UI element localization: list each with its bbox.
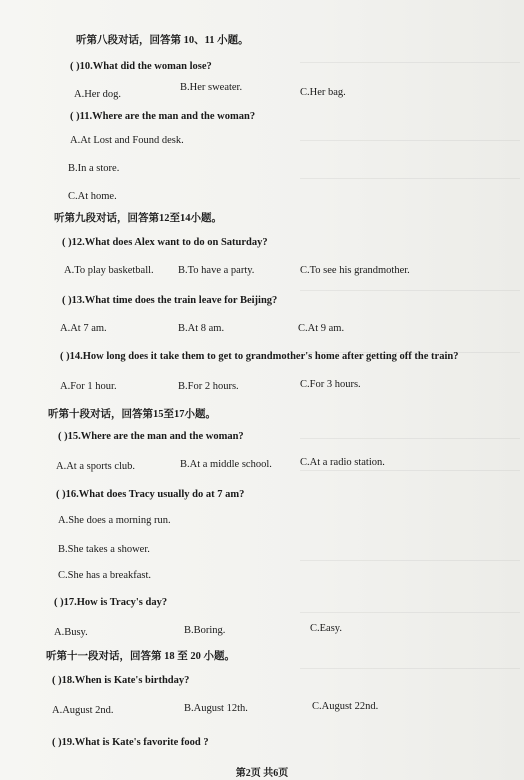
option-11c: C.At home.: [68, 191, 117, 202]
option-15a: A.At a sports club.: [56, 461, 136, 472]
question-15: ( )15.Where are the man and the woman?: [58, 431, 244, 442]
option-16a: A.She does a morning run.: [58, 515, 171, 526]
option-15b: B.At a middle school.: [180, 459, 272, 470]
bleed-line: [300, 438, 520, 439]
option-11a: A.At Lost and Found desk.: [70, 135, 184, 146]
option-18b: B.August 12th.: [184, 703, 248, 714]
bleed-line: [300, 612, 520, 613]
question-12: ( )12.What does Alex want to do on Saturday?: [62, 237, 268, 248]
section-heading: 听第八段对话，回答第 10、11 小题。: [76, 35, 249, 46]
question-11: ( )11.Where are the man and the woman?: [70, 111, 256, 122]
option-17a: A.Busy.: [54, 627, 88, 638]
question-10: ( )10.What did the woman lose?: [70, 61, 212, 72]
option-16b: B.She takes a shower.: [58, 544, 150, 555]
section-heading: 听第十一段对话，回答第 18 至 20 小题。: [46, 651, 235, 662]
option-12c: C.To see his grandmother.: [300, 265, 410, 276]
option-10b: B.Her sweater.: [180, 82, 243, 93]
question-16: ( )16.What does Tracy usually do at 7 am?: [56, 489, 245, 500]
option-18a: A.August 2nd.: [52, 705, 114, 716]
option-16c: C.She has a breakfast.: [58, 570, 152, 581]
option-17c: C.Easy.: [310, 623, 342, 634]
bleed-line: [300, 290, 520, 291]
option-10a: A.Her dog.: [74, 89, 121, 100]
option-14a: A.For 1 hour.: [60, 381, 117, 392]
page-number: 第2页 共6页: [235, 768, 289, 779]
question-13: ( )13.What time does the train leave for Beijing?: [62, 295, 278, 306]
bleed-line: [300, 140, 520, 141]
section-heading: 听第十段对话，回答第15至17小题。: [48, 409, 216, 420]
section-heading: 听第九段对话，回答第12至14小题。: [54, 213, 222, 224]
option-14c: C.For 3 hours.: [300, 379, 361, 390]
bleed-line: [300, 62, 520, 63]
bleed-line: [300, 668, 520, 669]
bleed-line: [300, 178, 520, 179]
option-13a: A.At 7 am.: [60, 323, 107, 334]
option-14b: B.For 2 hours.: [178, 381, 239, 392]
option-12b: B.To have a party.: [178, 265, 255, 276]
question-18: ( )18.When is Kate's birthday?: [52, 675, 190, 686]
question-17: ( )17.How is Tracy's day?: [54, 597, 168, 608]
bleed-line: [300, 560, 520, 561]
option-11b: B.In a store.: [68, 163, 120, 174]
option-10c: C.Her bag.: [300, 87, 346, 98]
option-18c: C.August 22nd.: [312, 701, 379, 712]
option-13b: B.At 8 am.: [178, 323, 225, 334]
option-17b: B.Boring.: [184, 625, 226, 636]
option-15c: C.At a radio station.: [300, 457, 385, 468]
option-12a: A.To play basketball.: [64, 265, 154, 276]
bleed-line: [300, 470, 520, 471]
question-14: ( )14.How long does it take them to get to grandmother's home after getting off the train?: [60, 351, 459, 362]
option-13c: C.At 9 am.: [298, 323, 345, 334]
question-19: ( )19.What is Kate's favorite food ?: [52, 737, 209, 748]
